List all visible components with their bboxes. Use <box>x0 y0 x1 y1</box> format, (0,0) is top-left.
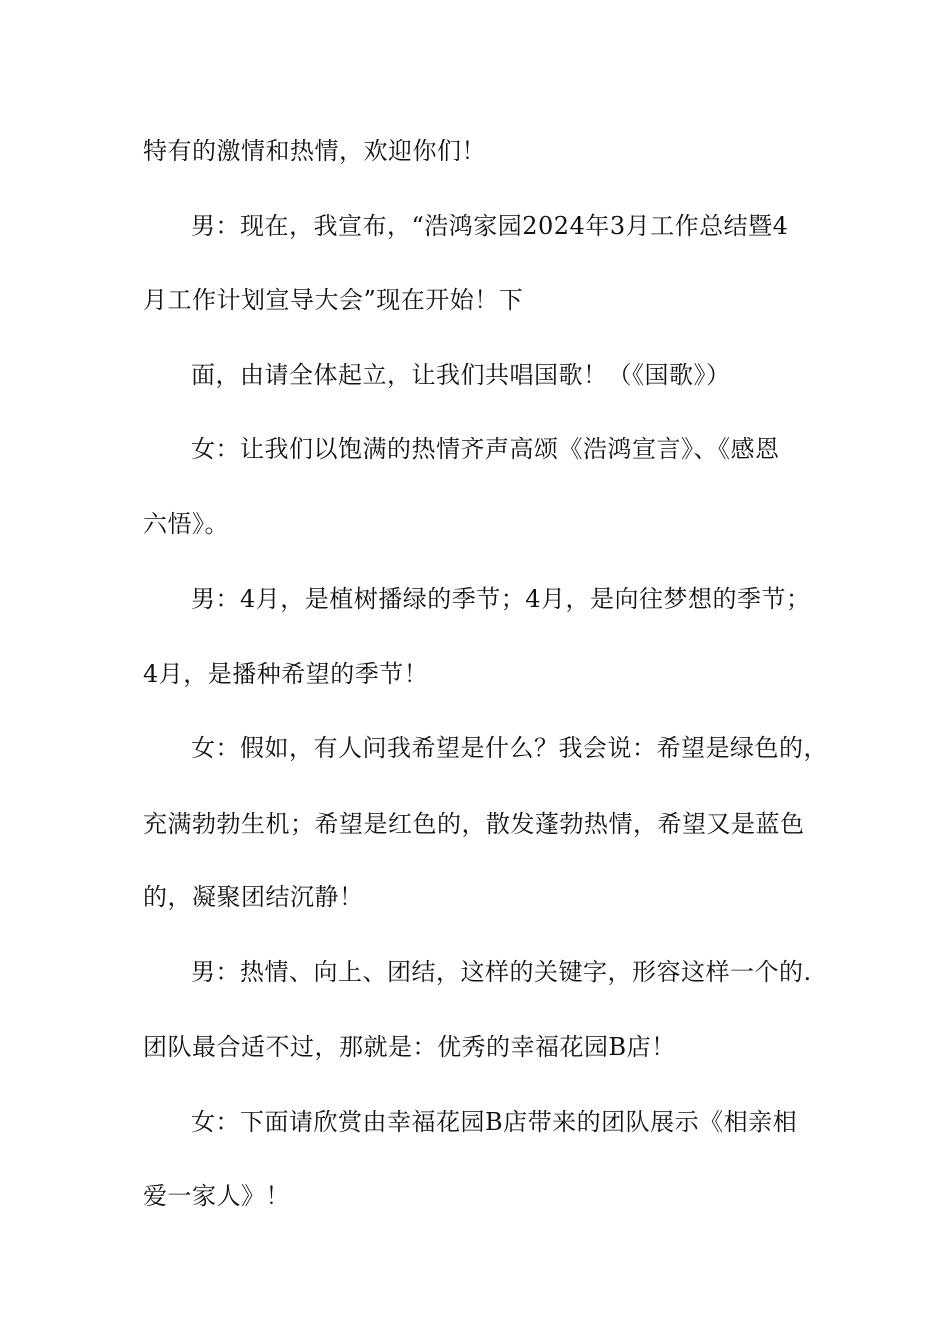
text-line: 团队最合适不过，那就是：优秀的幸福花园B店！ <box>143 1033 676 1061</box>
text-line: 女：下面请欣赏由幸福花园B店带来的团队展示《相亲相 <box>191 1108 798 1136</box>
text-line: 男：现在，我宣布，“浩鸿家园2024年3月工作总结暨4 <box>191 212 789 240</box>
text-line: 男：热情、向上、团结，这样的关键字，形容这样一个的. <box>191 958 812 986</box>
text-line: 4月，是播种希望的季节！ <box>143 660 429 688</box>
text-line: 月工作计划宣导大会”现在开始！下 <box>143 286 524 314</box>
text-line: 六悟》。 <box>143 510 229 538</box>
text-line: 的，凝聚团结沉静！ <box>143 883 364 911</box>
text-line: 女：假如，有人问我希望是什么？我会说：希望是绿色的， <box>191 734 828 762</box>
text-line: 爱一家人》！ <box>143 1182 290 1210</box>
text-line: 男：4月，是植树播绿的季节；4月，是向往梦想的季节； <box>191 585 811 613</box>
text-line: 面，由请全体起立，让我们共唱国歌！（《国歌》） <box>191 361 731 389</box>
text-line: 特有的激情和热情，欢迎你们！ <box>143 137 486 165</box>
text-line: 女：让我们以饱满的热情齐声高颂《浩鸿宣言》、《感恩 <box>191 435 780 463</box>
text-line: 充满勃勃生机；希望是红色的，散发蓬勃热情，希望又是蓝色 <box>143 810 805 838</box>
